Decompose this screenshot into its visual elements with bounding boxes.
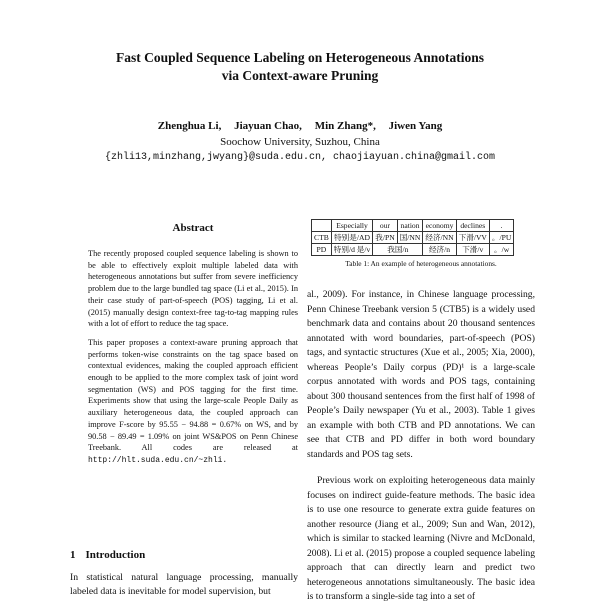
- table-cell: Especially: [331, 220, 373, 232]
- author-name: Zhenghua Li,: [157, 120, 222, 132]
- table-cell: PD: [312, 244, 332, 256]
- affiliation: Soochow University, Suzhou, China: [220, 136, 380, 148]
- table-cell: 下滑/VV: [456, 232, 489, 244]
- abstract-paragraph: The recently proposed coupled sequence labeling is shown to be able to effectively exploit multiple labeled data with heterogeneous annotations but suffer from severe inefficiency problem due to the large bundled tag space (Li et al., 2015). In their case study of part-of-speech (POS) tagging, Li et al. (2015) manually design context-free tag-to-tag mapping rules with a lot of effort to reduce the tag space.: [88, 249, 298, 329]
- table-cell: 我/PN: [373, 232, 397, 244]
- author-emails: {zhli13,minzhang,jwyang}@suda.edu.cn, chaojiayuan.china@gmail.com: [104, 152, 496, 163]
- table-cell: nation: [397, 220, 423, 232]
- author-name: Jiayuan Chao,: [234, 120, 302, 132]
- code-url-link[interactable]: http://hlt.suda.edu.cn/~zhli.: [88, 455, 228, 465]
- paper-title: [40, 49, 560, 85]
- table-row: [312, 232, 514, 244]
- table-cell: 我国/n: [373, 244, 423, 256]
- table-cell: 。/PU: [489, 232, 513, 244]
- table-row: [312, 244, 514, 256]
- table-cell: economy: [423, 220, 456, 232]
- table-cell: 国/NN: [397, 232, 423, 244]
- body-paragraph: Previous work on exploiting heterogeneous data mainly focuses on indirect guide-feature methods. The basic idea is to use one resource to generate extra guide features on another resource (Jiang et al., 2009; Sun and Wan, 2012), which is similar to stacked learning (Nivre and McDonald, 2008). Li et al. (2015) propose a coupled sequence labeling approach that can directly learn and predict two heterogeneous annotations simultaneously. The basic idea is to transform a single-side tag into a set of: [307, 475, 535, 602]
- section-number: 1: [70, 549, 76, 561]
- author-name: Min Zhang*,: [314, 120, 376, 132]
- abstract-paragraph: [88, 337, 298, 467]
- abstract-paragraph-text: This paper proposes a context-aware pruning approach that performs token-wise constraints on the tag space based on contextual evidences, making the coupled approach efficient enough to be applied to the more complex task of joint word segmentation (WS) and POS tagging for the first time. Experiments show that using the large-scale People Daily as auxiliary heterogeneous data, the coupled approach can improve F-score by 95.55 − 94.88 = 0.67% on WS, and by 90.58 − 89.49 = 1.09% on joint WS&POS on Penn Chinese Treebank. All codes are released at: [88, 337, 298, 453]
- abstract-column: [88, 222, 298, 474]
- section-title: Introduction: [85, 549, 146, 561]
- table-cell: 下滑/v: [456, 244, 489, 256]
- section-heading-introduction: [70, 549, 145, 561]
- table-cell: 特别/d 是/v: [331, 244, 373, 256]
- table-cell: 特别是/AD: [331, 232, 373, 244]
- table-header-row: [312, 220, 514, 232]
- annotation-table: [311, 219, 514, 256]
- table-cell: CTB: [312, 232, 332, 244]
- table-cell: declines: [456, 220, 489, 232]
- table-cell: 经济/NN: [423, 232, 456, 244]
- table-cell: our: [373, 220, 397, 232]
- right-column: [307, 219, 535, 605]
- table-cell: 经济/n: [423, 244, 456, 256]
- table-cell: 。/w: [489, 244, 513, 256]
- title-line-1: Fast Coupled Sequence Labeling on Heterogeneous Annotations: [115, 50, 485, 65]
- author-block: [40, 118, 560, 166]
- table-cell: .: [489, 220, 513, 232]
- body-paragraph: al., 2009). For instance, in Chinese language processing, Penn Chinese Treebank version 5 (CTB5) is a widely used benchmark data and contains about 20 thousand sentences annotated with word boundaries, part-of-speech (POS) tags, and syntactic structures (Xue et al., 2005; Xia, 2000), whereas People’s Daily corpus (PD)¹ is a large-scale corpus annotated with words and POS tags, containing about 300 thousand sentences from the first half of 1998 of People’s Daily newspaper (Yu et al., 2003). Table 1 gives an example with both CTB and PD annotations. We can see that CTB and PD differ in both word boundary standards and POS tag sets.: [307, 289, 535, 460]
- author-name: Jiwen Yang: [388, 120, 443, 132]
- author-names: [40, 118, 560, 134]
- table-cell: [312, 220, 332, 232]
- introduction-text: In statistical natural language processing, manually labeled data is inevitable for model supervision, but: [70, 572, 298, 597]
- title-line-2: via Context-aware Pruning: [221, 68, 379, 83]
- table-caption: Table 1: An example of heterogeneous annotations.: [345, 259, 497, 268]
- abstract-heading: Abstract: [172, 222, 214, 234]
